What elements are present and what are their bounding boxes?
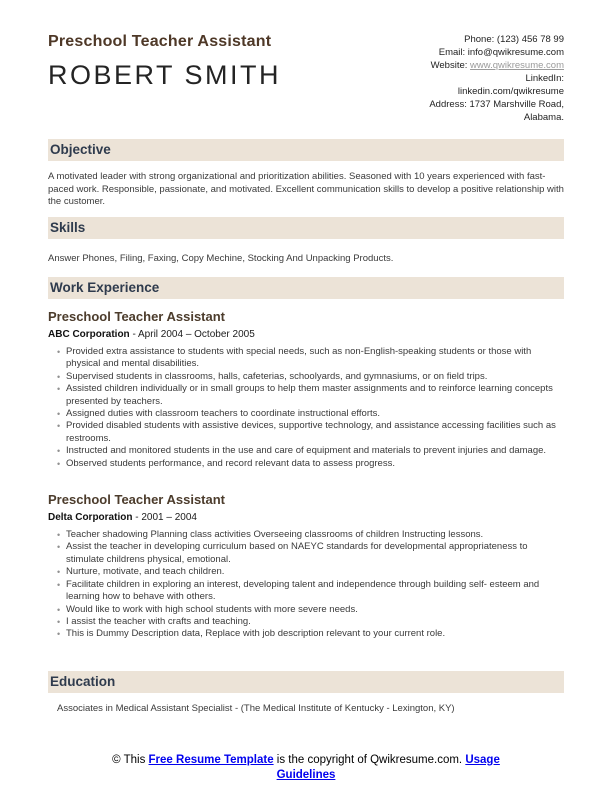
usage-guidelines-link[interactable]: Usage Guidelines bbox=[276, 754, 500, 781]
job-entry bbox=[48, 309, 564, 470]
company-name: ABC Corporation bbox=[48, 329, 130, 340]
website-link[interactable]: www.qwikresume.com bbox=[470, 60, 564, 71]
job-company-line bbox=[48, 512, 564, 523]
contact-email: Email: info@qwikresume.com bbox=[438, 47, 564, 58]
contact-website bbox=[429, 59, 564, 72]
footer-copyright bbox=[0, 753, 612, 783]
candidate-name: ROBERT SMITH bbox=[48, 60, 282, 90]
job-bullet: • Supervised students in classrooms, halls, cafeterias, schoolyards, and gymnasiums, or on field trips. bbox=[48, 371, 564, 383]
company-name: Delta Corporation bbox=[48, 512, 133, 524]
contact-linkedin-label: LinkedIn: bbox=[525, 73, 564, 84]
contact-address-line2: Alabama. bbox=[523, 112, 564, 123]
job-bullet: • Observed students performance, and record relevant data to assess progress. bbox=[48, 458, 564, 470]
job-bullet-list bbox=[48, 529, 564, 641]
job-title: Preschool Teacher Assistant bbox=[48, 492, 226, 508]
job-bullet: • Facilitate children in exploring an interest, developing talent and independence through building self- esteem and learning how to behave with others. bbox=[48, 579, 564, 604]
job-bullet: • Provided extra assistance to students with special needs, such as non-English-speaking students or those with physical and mental disabilities. bbox=[48, 346, 564, 371]
section-heading-objective: Objective bbox=[48, 139, 564, 161]
objective-text: A motivated leader with strong organizational and prioritization abilities. Seasoned with 10 years experienced with fast-paced work. Responsible, passionate, and motivated. Excellent communication skills to develop a positive relationship with the customer. bbox=[48, 171, 564, 207]
job-dates: - 2001 – 2004 bbox=[132, 512, 197, 524]
footer-prefix: © This bbox=[112, 754, 149, 766]
header-left bbox=[48, 33, 281, 124]
job-title: Preschool Teacher Assistant bbox=[48, 309, 226, 324]
job-company-line bbox=[48, 329, 564, 340]
job-bullet: • Nurture, motivate, and teach children. bbox=[48, 566, 564, 578]
job-entry bbox=[48, 492, 564, 641]
contact-address-line1: Address: 1737 Marshville Road, bbox=[429, 99, 564, 110]
section-heading-skills: Skills bbox=[48, 217, 564, 239]
job-bullet: • Teacher shadowing Planning class activities Overseeing classrooms of children Instructing lessons. bbox=[48, 529, 564, 541]
job-bullet: • Assigned duties with classroom teachers to coordinate instructional efforts. bbox=[48, 408, 564, 420]
document-job-title: Preschool Teacher Assistant bbox=[48, 33, 272, 50]
job-bullet: • Assist the teacher in developing curriculum based on NAEYC standards for developmental appropriateness to stimulate childrens physical, emotional. bbox=[48, 541, 564, 566]
header bbox=[48, 33, 564, 124]
education-text: Associates in Medical Assistant Specialist - (The Medical Institute of Kentucky - Lexington, KY) bbox=[57, 702, 455, 714]
job-bullet: • Assisted children individually or in small groups to help them master assignments and to reinforce learning concepts presented by teachers. bbox=[48, 383, 564, 408]
website-label: Website: bbox=[430, 60, 471, 71]
contact-linkedin-value: linkedin.com/qwikresume bbox=[457, 86, 564, 97]
section-heading-education: Education bbox=[48, 671, 564, 693]
job-dates: - April 2004 – October 2005 bbox=[129, 329, 255, 340]
job-bullet: • Instructed and monitored students in the use and care of equipment and materials to prevent injuries and damage. bbox=[48, 445, 564, 457]
free-resume-template-link[interactable]: Free Resume Template bbox=[148, 754, 274, 766]
job-bullet: • Provided disabled students with assistive devices, supportive technology, and assistance accessing facilities such as restrooms. bbox=[48, 420, 564, 445]
skills-text: Answer Phones, Filing, Faxing, Copy Mechine, Stocking And Unpacking Products. bbox=[48, 252, 394, 264]
job-bullet-list bbox=[48, 346, 564, 470]
job-bullet: • This is Dummy Description data, Replace with job description relevant to your current role. bbox=[48, 628, 564, 640]
contact-block bbox=[429, 33, 564, 124]
section-heading-work-experience: Work Experience bbox=[48, 277, 564, 299]
footer-middle: is the copyright of Qwikresume.com. bbox=[273, 754, 466, 766]
job-bullet: • I assist the teacher with crafts and teaching. bbox=[48, 616, 564, 628]
contact-phone: Phone: (123) 456 78 99 bbox=[464, 34, 564, 45]
job-bullet: • Would like to work with high school students with more severe needs. bbox=[48, 604, 564, 616]
